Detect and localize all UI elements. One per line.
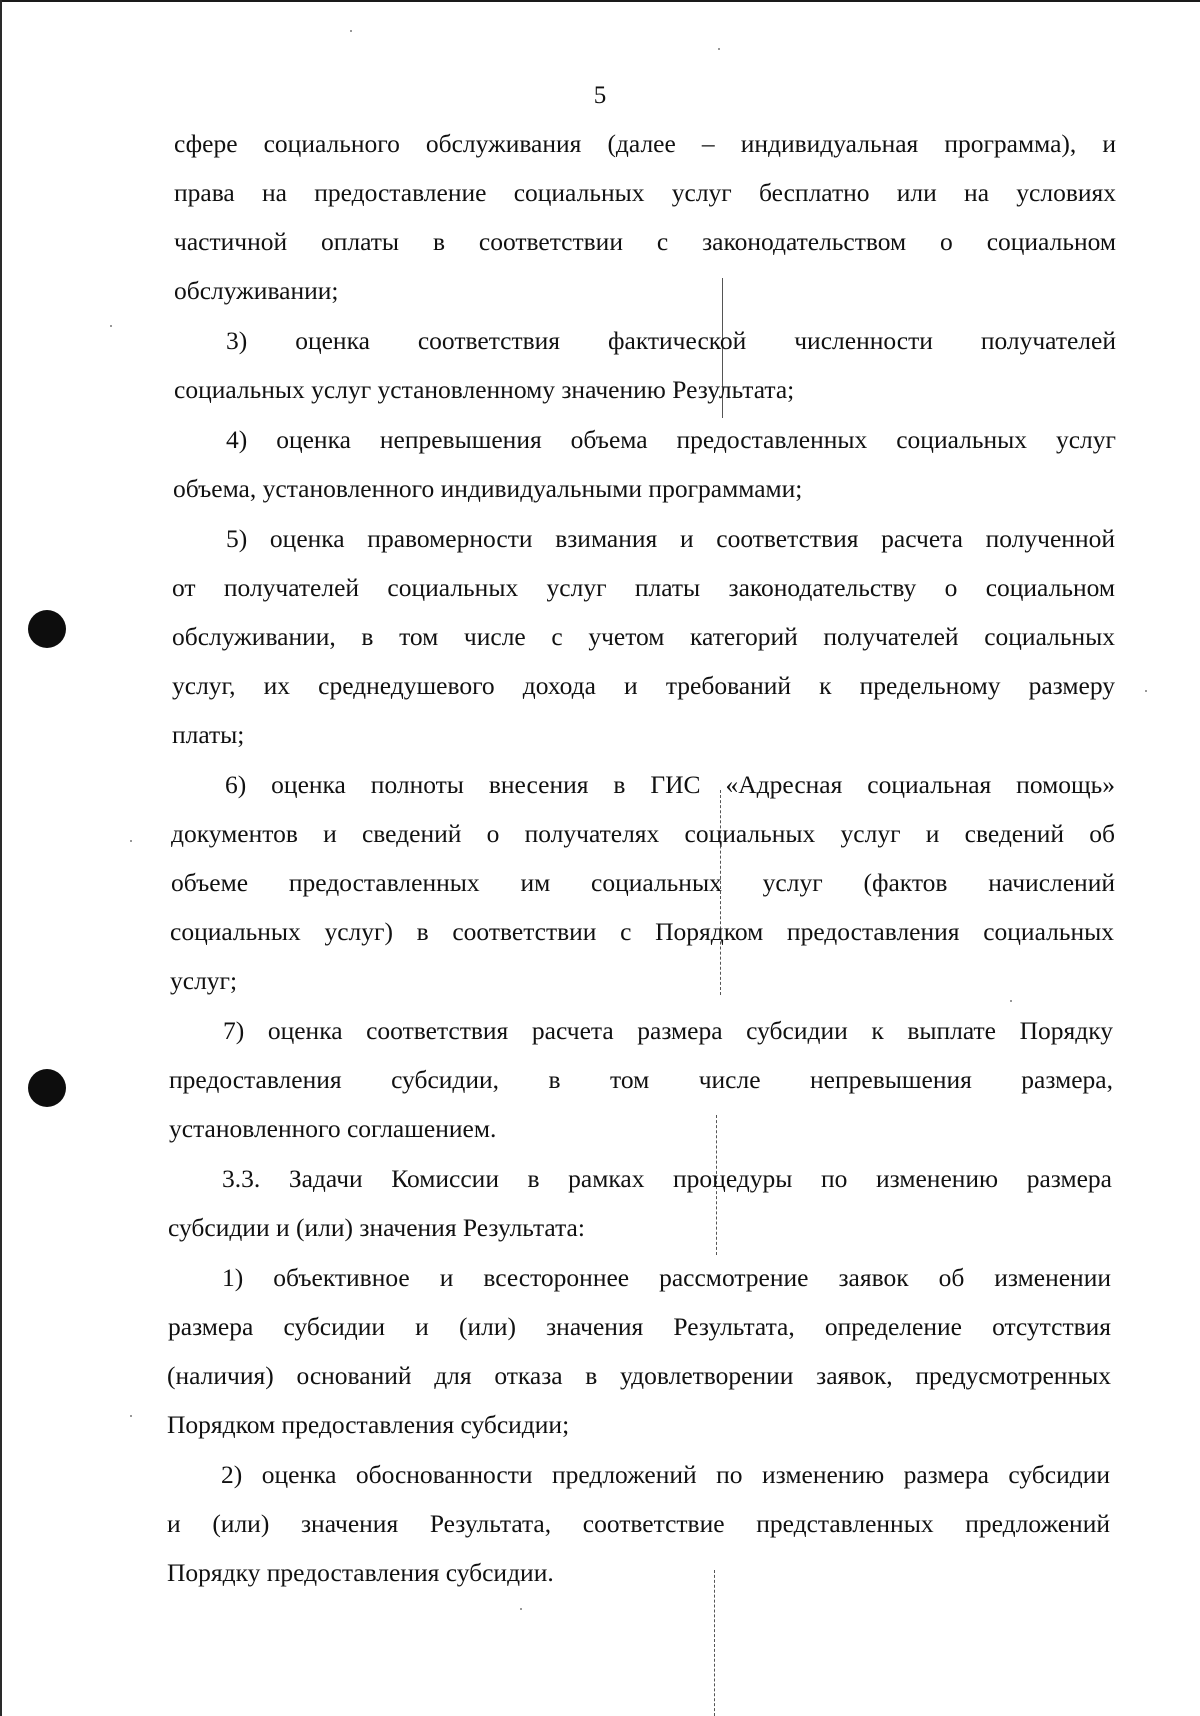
scan-speck (520, 1608, 522, 1610)
scan-speck (1145, 690, 1147, 692)
text-line: 4) оценка непревышения объема предоставленных социальных услуг (226, 425, 1116, 454)
scan-speck (718, 48, 720, 50)
text-line: 6) оценка полноты внесения в ГИС «Адресная социальная помощь» (225, 770, 1115, 799)
text-line: 2) оценка обоснованности предложений по изменению размера субсидии (221, 1460, 1110, 1489)
text-line: от получателей социальных услуг платы законодательству о социальном (172, 573, 1115, 602)
text-line: Порядку предоставления субсидии. (167, 1558, 554, 1587)
text-line: социальных услуг установленному значению Результата; (174, 375, 795, 404)
scan-edge-top (0, 0, 1200, 2)
text-line: предоставления субсидии, в том числе непревышения размера, (169, 1065, 1113, 1094)
punch-hole (28, 1069, 66, 1107)
punch-hole (28, 610, 66, 648)
text-line: Порядком предоставления субсидии; (167, 1410, 570, 1439)
text-line: 3) оценка соответствия фактической численности получателей (226, 326, 1116, 355)
text-line: 3.3. Задачи Комиссии в рамках процедуры по изменению размера (222, 1164, 1112, 1193)
text-line: (наличия) оснований для отказа в удовлетворении заявок, предусмотренных (167, 1361, 1111, 1390)
text-line: платы; (172, 720, 245, 749)
text-line: частичной оплаты в соответствии с законодательством о социальном (174, 227, 1116, 256)
text-line: сфере социального обслуживания (далее – индивидуальная программа), и (174, 129, 1116, 158)
text-line: 7) оценка соответствия расчета размера субсидии к выплате Порядку (223, 1016, 1113, 1045)
text-line: документов и сведений о получателях социальных услуг и сведений об (171, 819, 1115, 848)
text-line: обслуживании; (174, 276, 339, 305)
text-line: услуг, их среднедушевого дохода и требований к предельному размеру (172, 671, 1115, 700)
page-number: 5 (593, 82, 607, 109)
text-line: объема, установленного индивидуальными программами; (173, 474, 803, 503)
text-line: установленного соглашением. (169, 1114, 497, 1143)
text-line: 1) объективное и всестороннее рассмотрение заявок об изменении (222, 1263, 1111, 1292)
text-line: объеме предоставленных им социальных услуг (фактов начислений (171, 868, 1115, 897)
scan-edge-left (0, 0, 2, 1716)
text-line: субсидии и (или) значения Результата: (168, 1213, 585, 1242)
text-line: и (или) значения Результата, соответствие представленных предложений (167, 1509, 1110, 1538)
text-line: размера субсидии и (или) значения Результата, определение отсутствия (168, 1312, 1111, 1341)
scan-speck (1010, 1000, 1012, 1002)
text-line: социальных услуг) в соответствии с Порядком предоставления социальных (170, 917, 1114, 946)
text-line: обслуживании, в том числе с учетом категорий получателей социальных (172, 622, 1115, 651)
fold-mark (714, 1570, 715, 1716)
scan-speck (110, 325, 112, 327)
text-line: услуг; (170, 966, 238, 995)
scan-speck (130, 840, 132, 842)
text-line: 5) оценка правомерности взимания и соответствия расчета полученной (226, 524, 1115, 553)
scan-speck (130, 1415, 132, 1417)
scan-speck (350, 30, 352, 32)
text-line: права на предоставление социальных услуг бесплатно или на условиях (174, 178, 1116, 207)
